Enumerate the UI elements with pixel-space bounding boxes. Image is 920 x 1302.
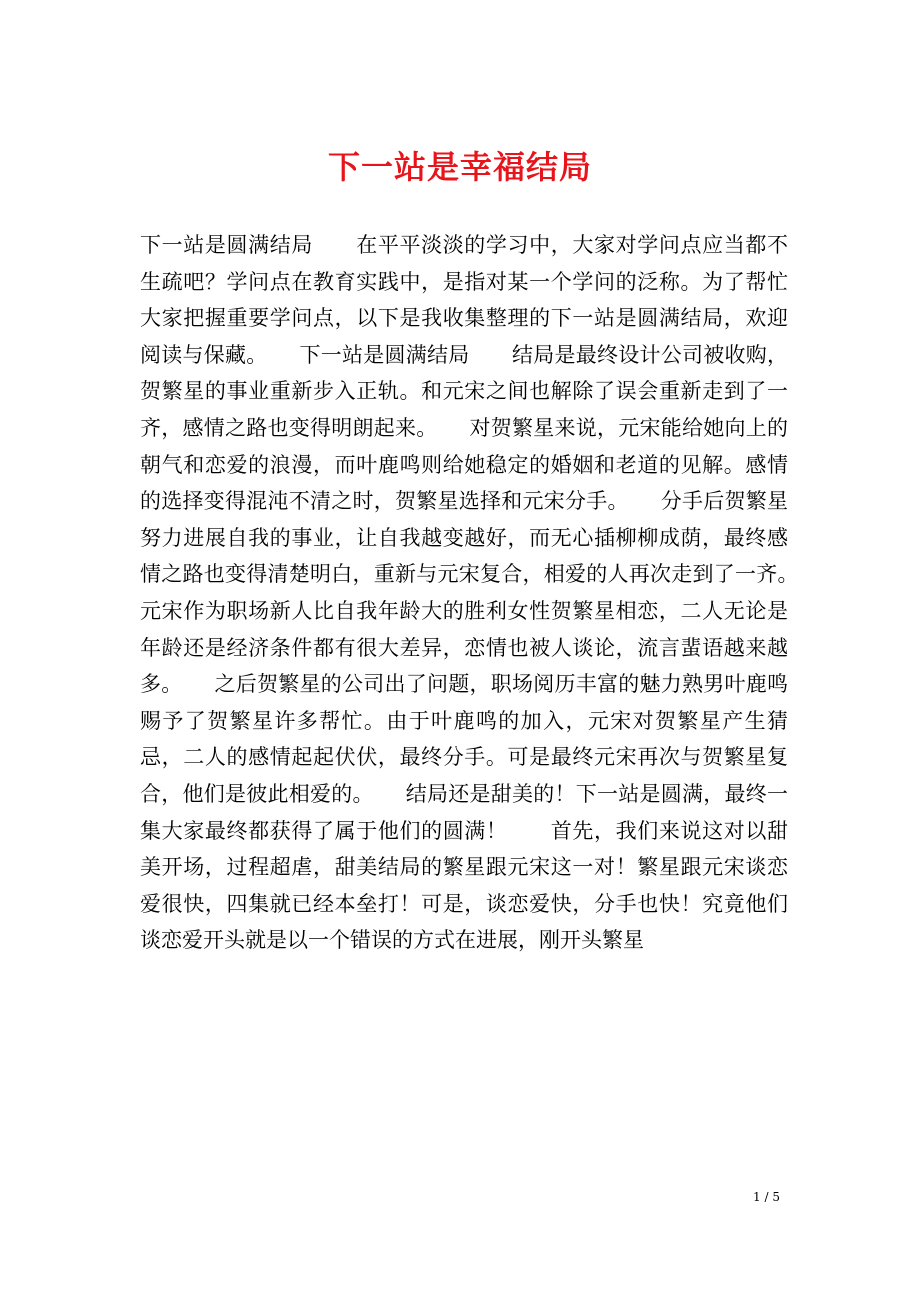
document-title: 下一站是幸福结局 [327, 148, 592, 186]
page-number: 1 / 5 [753, 1190, 780, 1204]
document-body: 下一站是圆满结局 在平平淡淡的学习中，大家对学问点应当都不生疏吧？学问点在教育实践中，是指对某一个学问的泛称。为了帮忙大家把握重要学问点，以下是我收集整理的下一站是圆满结局，欢迎阅读与保藏。 下一站是圆满结局 结局是最终设计公司被收购，贺繁星的事业重新步入正轨。和元宋之间也解除了误会重新走到了一齐，感情之路也变得明朗起来。 对贺繁星来说，元宋能给她向上的朝气和恋爱的浪漫，而叶鹿鸣则给她稳定的婚姻和老道的见解。感情的选择变得混沌不清之时，贺繁星选择和元宋分手。 分手后贺繁星努力进展自我的事业，让自我越变越好，而无心插柳柳成荫，最终感情之路也变得清楚明白，重新与元宋复合，相爱的人再次走到了一齐。 元宋作为职场新人比自我年龄大的胜利女性贺繁星相恋，二人无论是年龄还是经济条件都有很大差异，恋情也被人谈论，流言蜚语越来越多。 之后贺繁星的公司出了问题，职场阅历丰富的魅力熟男叶鹿鸣赐予了贺繁星许多帮忙。由于叶鹿鸣的加入，元宋对贺繁星产生猜忌，二人的感情起起伏伏，最终分手。可是最终元宋再次与贺繁星复合，他们是彼此相爱的。 结局还是甜美的！下一站是圆满，最终一集大家最终都获得了属于他们的圆满！ 首先，我们来说这对以甜美开场，过程超虐，甜美结局的繁星跟元宋这一对！繁星跟元宋谈恋爱很快，四集就已经本垒打！可是，谈恋爱快，分手也快！究竟他们谈恋爱开头就是以一个错误的方式在进展，刚开头繁星 [140, 233, 830, 953]
